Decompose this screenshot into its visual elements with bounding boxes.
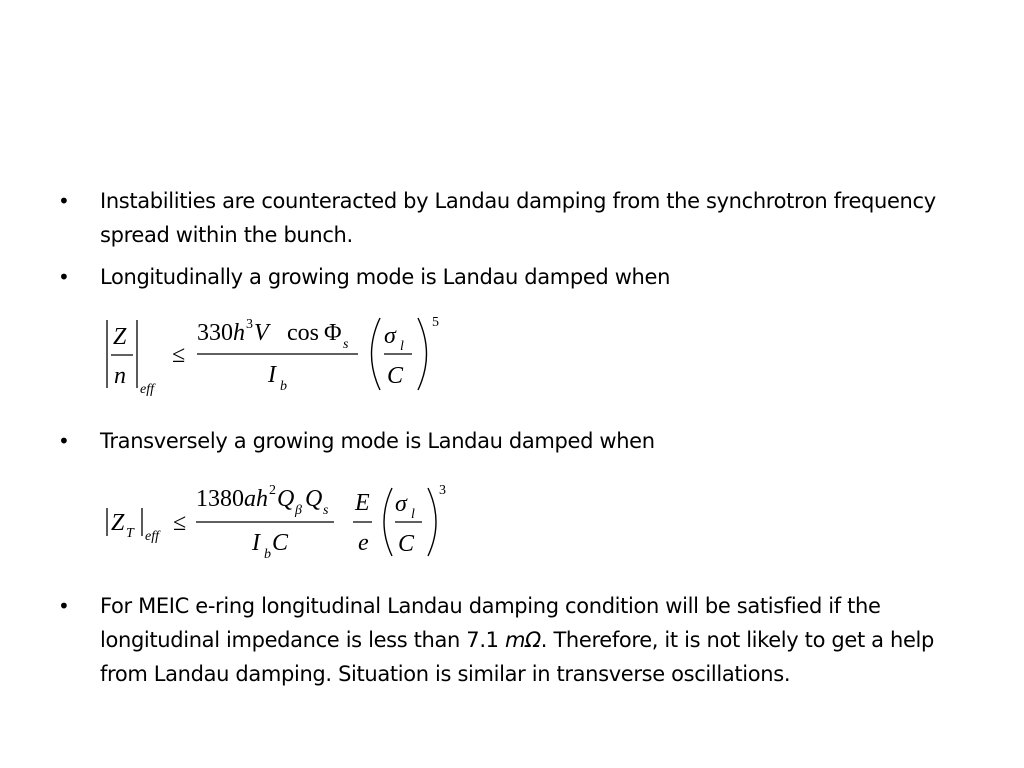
sigma-subscript: l [400, 339, 404, 354]
bullet-text: Transversely a growing mode is Landau damped when [100, 429, 655, 453]
bullet-item [58, 184, 958, 254]
numerator-h: h [256, 486, 268, 512]
numerator-V: V [254, 320, 269, 346]
relation-symbol: ≤ [173, 510, 187, 536]
lhs-subscript: eff [140, 382, 154, 397]
inner-denominator-C: C [387, 363, 404, 389]
relation-symbol: ≤ [172, 342, 186, 368]
numerator-Q-beta-subscript: β [295, 503, 302, 518]
bullet-item [58, 424, 958, 460]
sigma-symbol: σ [384, 323, 396, 349]
bullet-text-before: For MEIC e-ring longitudinal Landau damping condition will be satisfied if the longitudinal impedance is less than 7.1 [100, 594, 881, 652]
right-parenthesis [418, 318, 427, 390]
denominator-subscript: b [264, 547, 271, 562]
lhs-denominator: n [114, 363, 126, 389]
numerator-h: h [233, 320, 245, 346]
inner-denominator-C: C [398, 531, 415, 557]
numerator-h-power: 3 [246, 317, 253, 332]
numerator-Q-s: Q [305, 486, 323, 512]
bullet-dot: • [58, 594, 70, 618]
energy-denominator: e [358, 530, 369, 556]
denominator-subscript: b [280, 379, 287, 394]
sigma-subscript: l [411, 507, 415, 522]
lhs-Z: Z [111, 510, 125, 536]
impedance-unit: mΩ [504, 628, 541, 652]
lhs-Z-subscript: T [126, 526, 134, 541]
numerator-Q-s-subscript: s [323, 503, 329, 518]
numerator-coefficient: 330 [197, 320, 233, 346]
denominator-C: C [272, 530, 289, 556]
lhs-subscript: eff [145, 529, 159, 544]
numerator-Q-beta: Q [277, 486, 295, 512]
bullet-text: Longitudinally a growing mode is Landau damped when [100, 265, 671, 289]
outer-power: 5 [432, 315, 439, 330]
formula-longitudinal [100, 310, 460, 400]
bullet-text: Instabilities are counteracted by Landau damping from the synchrotron frequency spread within the bunch. [100, 189, 936, 247]
numerator-coefficient: 1380 [196, 486, 244, 512]
outer-power: 3 [439, 483, 446, 498]
bullet-item [58, 260, 958, 296]
bullet-dot: • [58, 429, 70, 453]
bullet-item [58, 589, 958, 725]
denominator-I: I [268, 362, 276, 388]
numerator-cos: cos [287, 320, 319, 346]
left-parenthesis [372, 318, 381, 390]
formula-transverse [100, 478, 460, 564]
numerator-h-power: 2 [269, 483, 276, 498]
bullet-text-after: . Therefore, it is not likely to get a help from Landau damping. Situation is similar in transverse oscillations. [100, 628, 934, 686]
denominator-I: I [252, 530, 260, 556]
left-parenthesis [384, 488, 392, 556]
bullet-dot: • [58, 189, 70, 213]
lhs-numerator: Z [113, 324, 127, 350]
numerator-phi: Φ [324, 320, 342, 346]
bullet-text [100, 589, 960, 691]
sigma-symbol: σ [395, 491, 407, 517]
numerator-phi-subscript: s [343, 337, 349, 352]
numerator-a: a [244, 486, 256, 512]
right-parenthesis [428, 488, 436, 556]
energy-numerator: E [355, 490, 370, 516]
bullet-dot: • [58, 265, 70, 289]
